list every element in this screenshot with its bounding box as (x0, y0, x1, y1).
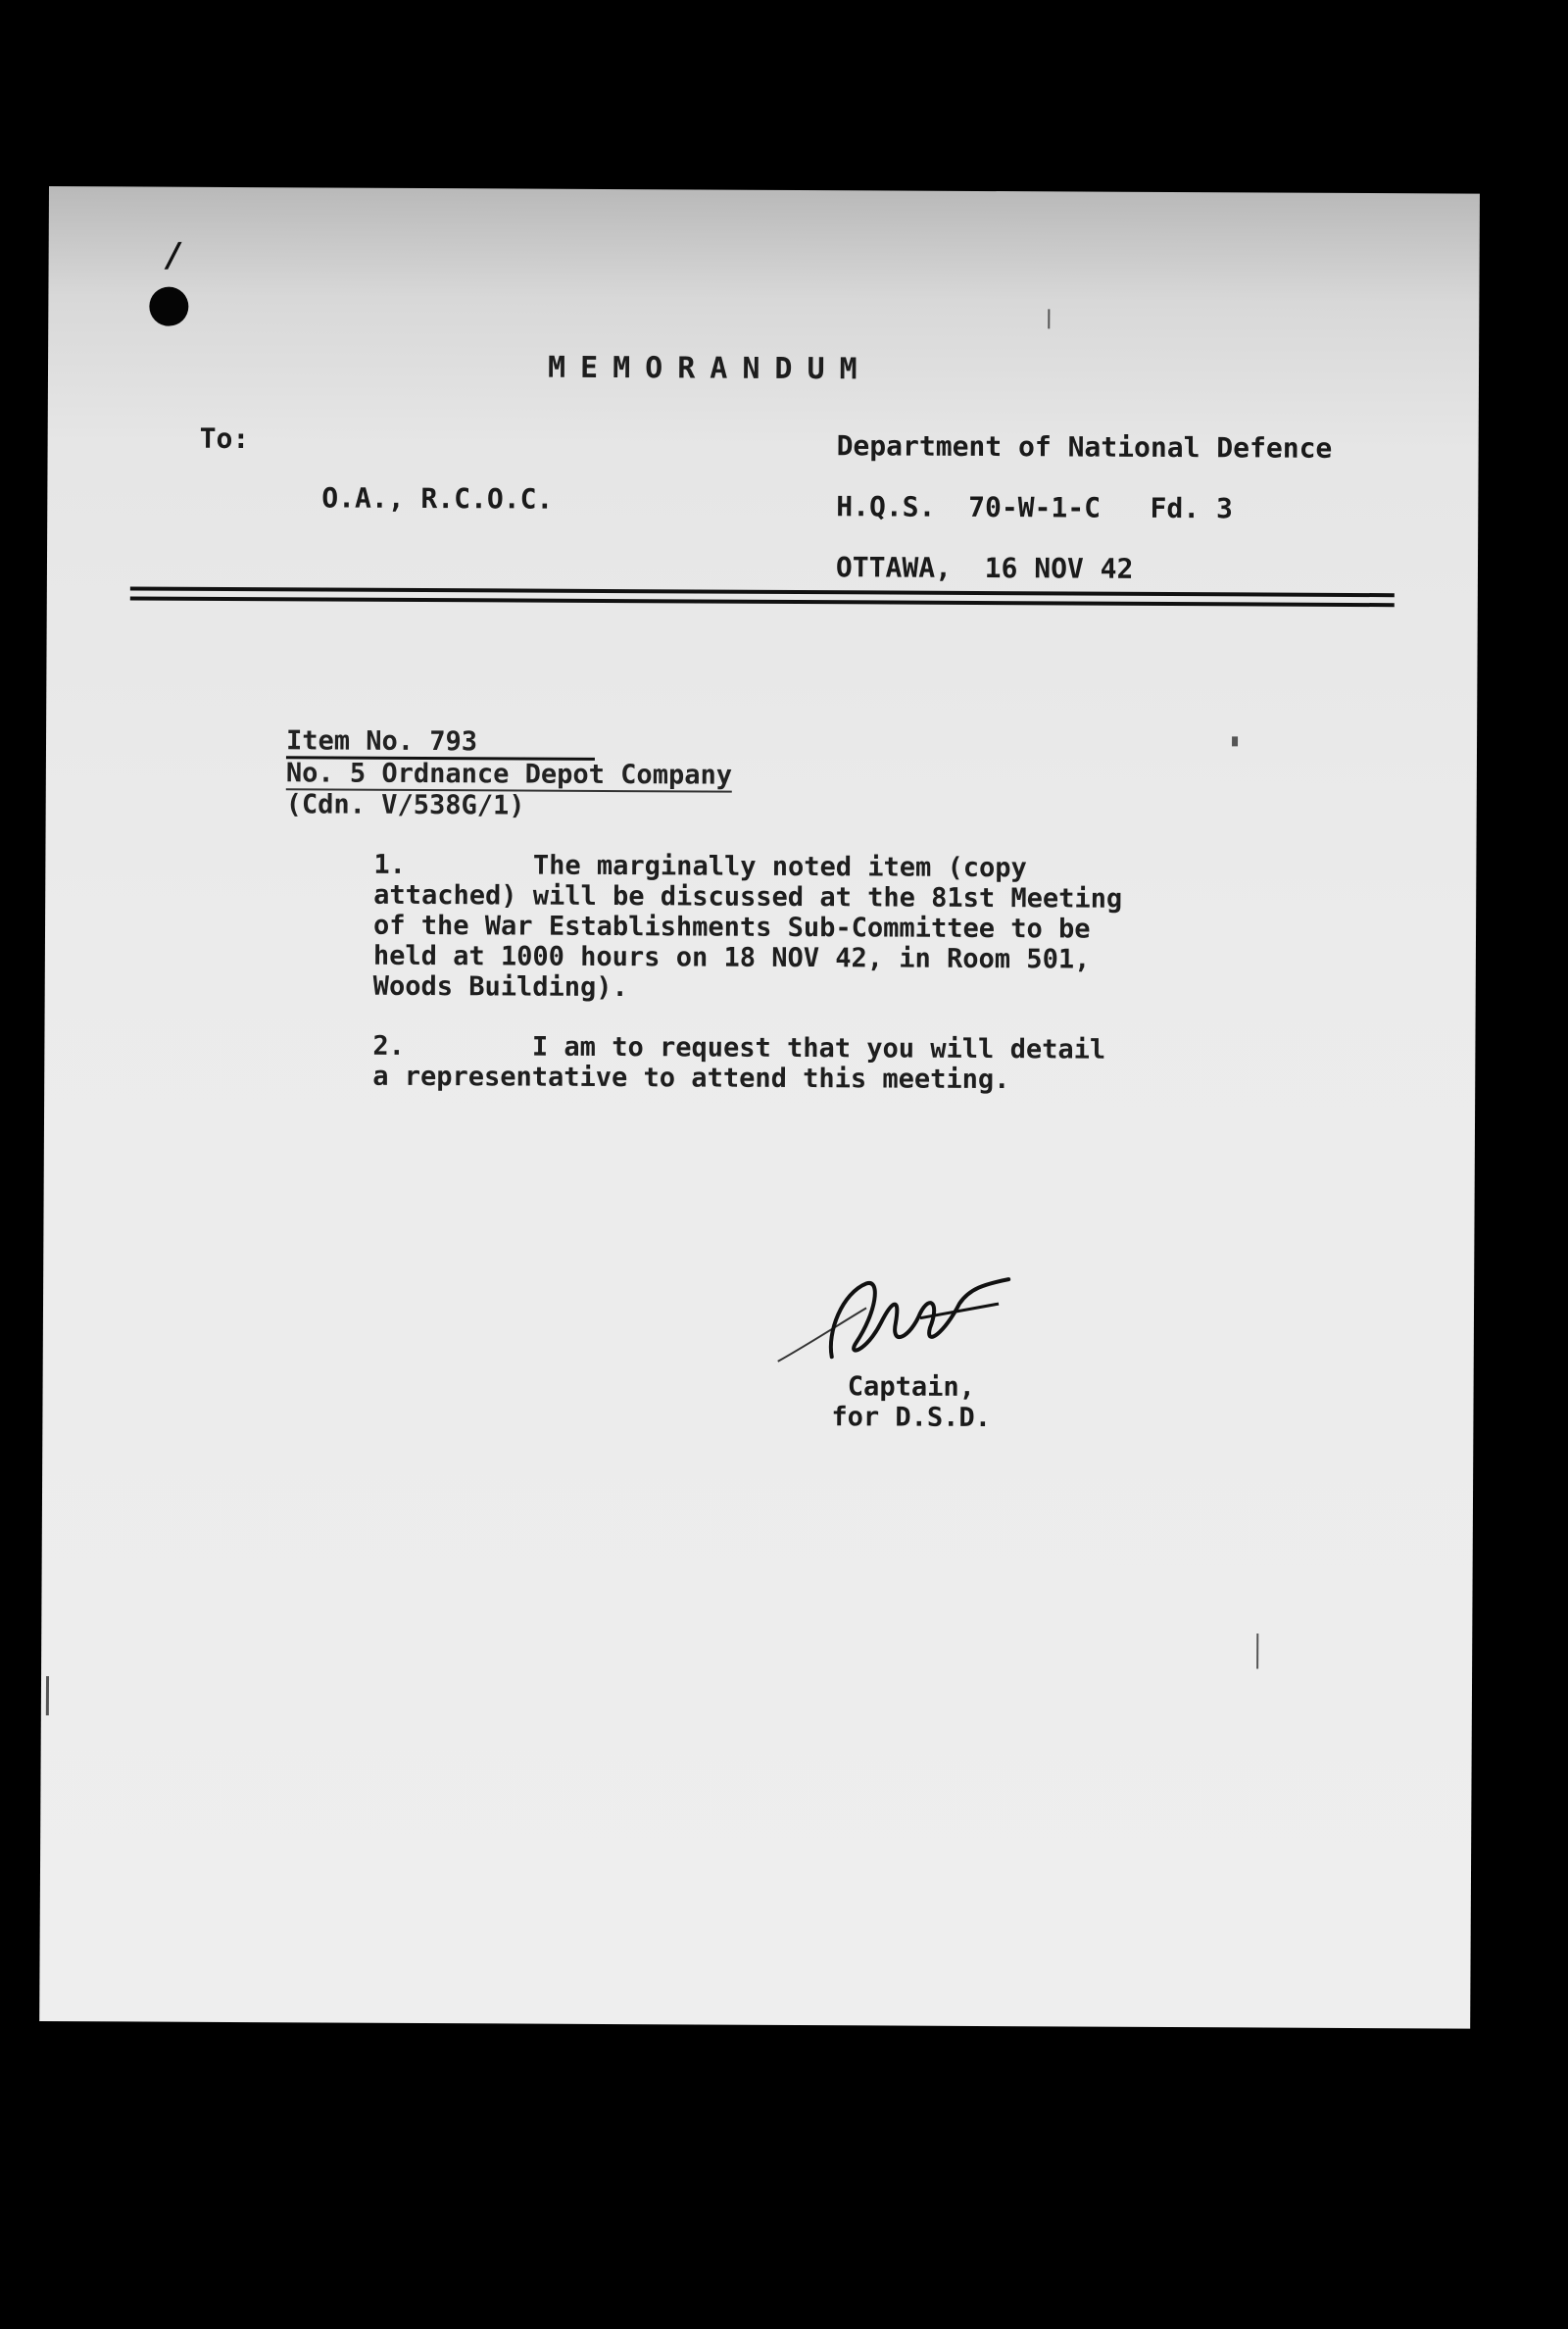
memo-title: MEMORANDUM (547, 350, 872, 387)
item-number: Item No. 793 (286, 726, 595, 761)
punch-hole (149, 287, 188, 326)
cdn-reference: (Cdn. V/538G/1) (285, 789, 525, 821)
signatory-rank: Captain, (847, 1371, 975, 1403)
corner-handwritten-mark: / (164, 235, 183, 275)
signature-block (831, 1371, 991, 1433)
to-recipient: O.A., R.C.O.C. (321, 481, 554, 516)
paragraph-2: 2. I am to request that you will detail a representative to attend this meeting. (372, 1030, 1106, 1096)
paragraph-1: 1. The marginally noted item (copy attached) will be discussed at the 81st Meeting of the War Establishments Sub-Committee to be held at 1000 hours on 18 NOV 42, in Room 501, Woods Building). (372, 849, 1123, 1004)
place-date: OTTAWA, 16 NOV 42 (835, 551, 1134, 585)
paper-speck (1048, 309, 1050, 328)
department-name: Department of National Defence (836, 429, 1333, 465)
memo-page (39, 186, 1480, 2029)
paper-speck (46, 1676, 49, 1715)
paper-speck (1232, 736, 1238, 746)
signatory-for: for D.S.D. (831, 1402, 992, 1434)
paper-speck (1256, 1633, 1258, 1668)
memo-body (372, 850, 1255, 1126)
handwritten-signature (773, 1264, 1029, 1382)
subject-block (286, 726, 733, 821)
file-reference: H.Q.S. 70-W-1-C Fd. 3 (836, 490, 1233, 525)
to-label: To: (199, 421, 250, 456)
sender-block (836, 416, 1333, 601)
unit-name: No. 5 Ordnance Depot Company (285, 758, 733, 791)
